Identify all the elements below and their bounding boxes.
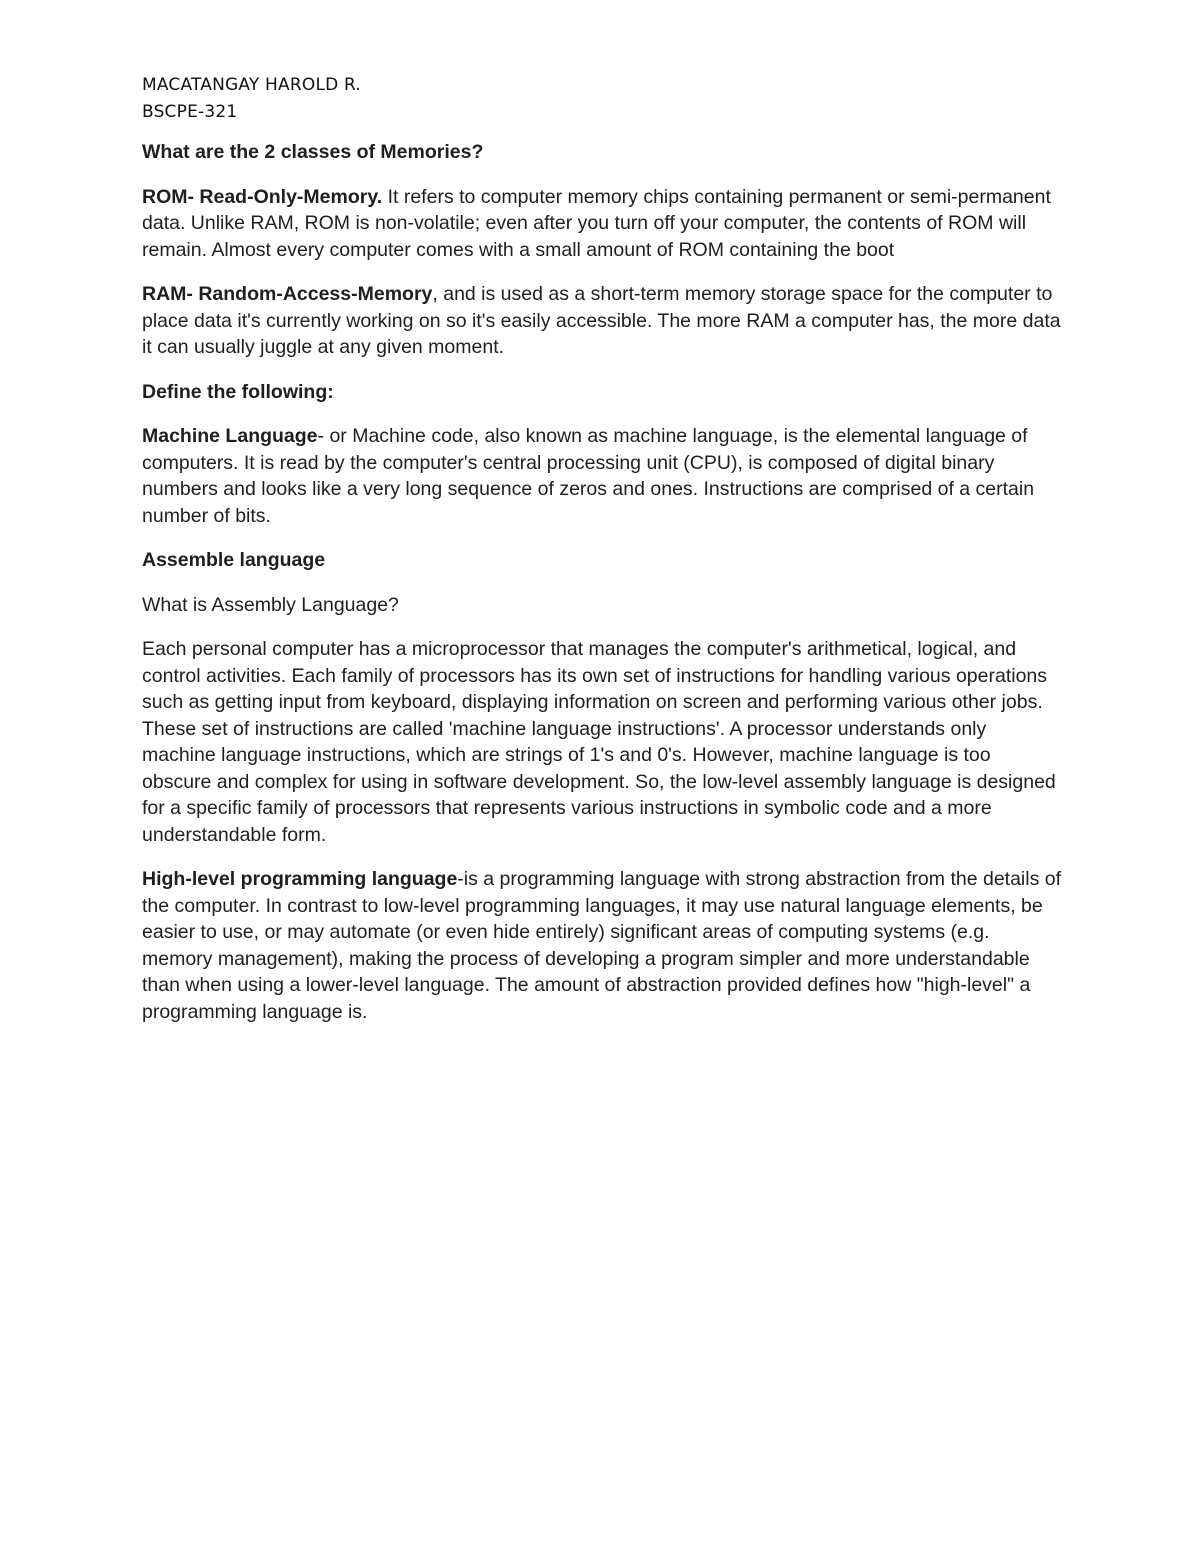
memories-question: What are the 2 classes of Memories? [142,141,484,163]
high-level-paragraph [142,866,1062,1025]
machine-language-paragraph [142,423,1062,529]
assemble-language-heading: Assemble language [142,549,326,571]
ram-term: RAM- Random-Access-Memory [142,283,433,305]
rom-term: ROM- Read-Only-Memory. [142,185,383,208]
machine-language-text: - or Machine code, also known as machine language, is the elemental language of computers. It is read by the computer's central processing unit (CPU), is composed of digital binary numbers and looks like a very long sequence of zeros and ones. Instructions are comprised of a certain number of bits. [142,425,1035,527]
rom-text: It refers to computer memory chips containing permanent or semi-permanent data. Unlike RAM, ROM is non-volatile; even after you turn off your computer, the contents of ROM will remain. Almost every computer comes with a small amount of ROM containing the boot [142,185,1051,261]
document-body [142,72,1062,1043]
high-level-term: High-level programming language [142,868,458,890]
assembly-subheading: What is Assembly Language? [142,593,399,616]
author-header [142,72,1062,126]
machine-language-term: Machine Language [142,425,318,447]
author-name: MACATANGAY HAROLD R. [142,75,362,95]
rom-paragraph [142,184,1062,264]
define-heading: Define the following: [142,380,334,403]
assembly-paragraph: Each personal computer has a microprocessor that manages the computer's arithmetical, logical, and control activities. Each family of processors has its own set of instructions for handling various operations such as getting input from keyboard, displaying information on screen and performing various other jobs. These set of instructions are called 'machine language instructions'. A processor understands only machine language instructions, which are strings of 1's and 0's. However, machine language is too obscure and complex for using in software development. So, the low-level assembly language is designed for a specific family of processors that represents various instructions in symbolic code and a more understandable form. [142,638,1056,846]
ram-text: , and is used as a short-term memory storage space for the computer to place data it's currently working on so it's easily accessible. The more RAM a computer has, the more data it can usually juggle at any given moment. [142,283,1061,358]
ram-paragraph [142,281,1062,361]
author-section: BSCPE-321 [142,102,238,122]
high-level-text: -is a programming language with strong abstraction from the details of the computer. In contrast to low-level programming languages, it may use natural language elements, be easier to use, or may automate (or even hide entirely) significant areas of computing systems (e.g. memory management), making the process of developing a program simpler and more understandable than when using a lower-level language. The amount of abstraction provided defines how "high-level" a programming language is. [142,868,1062,1023]
